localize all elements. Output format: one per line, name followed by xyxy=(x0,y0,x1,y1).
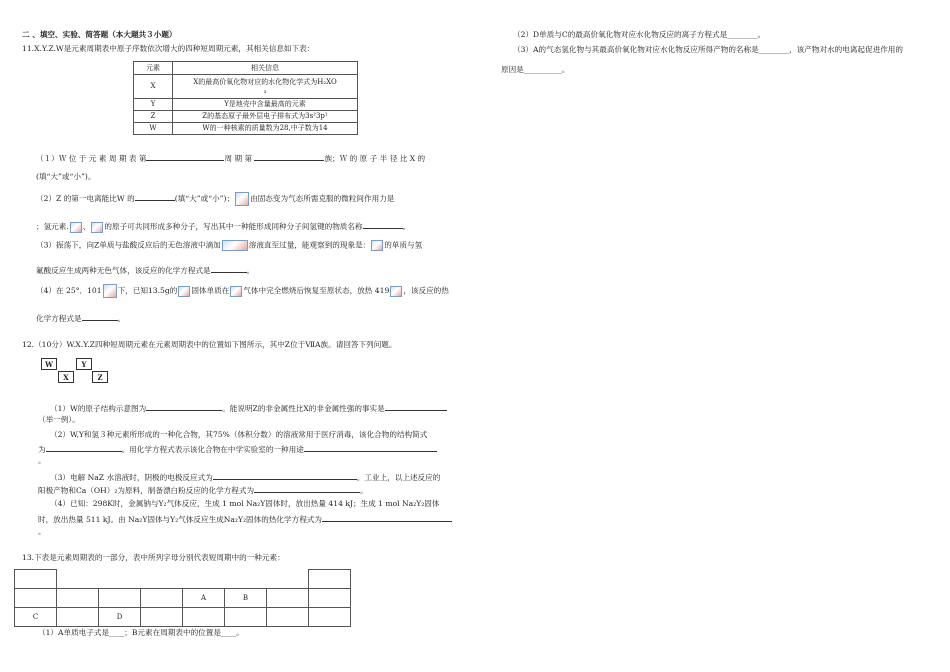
right-part3-line1: （3）A的气态氢化物与其最高价氧化物对应水化物反应所得产物的名称是________，该产物对水的电离起促进作用的 xyxy=(513,45,903,54)
table-header-info: 相关信息 xyxy=(173,62,358,75)
table-cell xyxy=(309,570,351,589)
q12-p2c: 。用化学方程式表示该化合物在中学实验室的一种用途 xyxy=(121,445,304,454)
q11-p4f: 化学方程式是 xyxy=(36,314,82,323)
table-cell-info-text: X的最高价氧化物对应的水化物化学式为H₂XO xyxy=(193,77,337,86)
right-part2: （2）D单质与C的最高价氧化物对应水化物反应的离子方程式是________。 xyxy=(513,30,766,39)
q11-intro: 11.X.Y.Z.W是元素周期表中原子序数依次增大的四种短周期元素，其相关信息如下表： xyxy=(22,44,315,53)
formula-image-icon xyxy=(230,286,242,297)
answer-blank[interactable] xyxy=(135,192,175,201)
q11-p4e: ，该反应的热 xyxy=(403,286,449,295)
q13-part1: （1）A单质电子式是____；B元素在周期表中的位置是____。 xyxy=(38,628,244,637)
table-cell xyxy=(309,589,351,608)
q12-p1c: （举一例）。 xyxy=(38,415,80,424)
table-cell-info: Z的基态原子最外层电子排布式为3s²3p¹ xyxy=(173,111,358,123)
table-row xyxy=(134,99,358,111)
table-cell xyxy=(267,570,309,589)
table-row xyxy=(134,111,358,123)
table-cell-info-sub: ₃ xyxy=(263,86,267,95)
q11-p1c: 族；Ｗ 的 原 子 半 径 比 X 的 xyxy=(324,154,426,163)
table-cell xyxy=(141,589,183,608)
q11-p4c: 固体单质在 xyxy=(191,286,230,295)
q11-p2c: 由固态变为气态所需克服的微粒间作用力是 xyxy=(250,194,395,203)
answer-blank[interactable] xyxy=(146,152,224,161)
table-cell xyxy=(99,570,141,589)
element-box-w: W xyxy=(41,358,57,370)
q12-p4c: 。 xyxy=(38,527,46,536)
q11-p1b: 周 期 第 xyxy=(224,154,253,163)
q11-p4d: 气体中完全燃烧后恢复至原状态，放热 419 xyxy=(243,286,390,295)
q12-p3d: 。 xyxy=(360,486,368,495)
q12-p4a: （4）已知：298K时，金属钠与Y₂气体反应，生成 1 mol Na₂Y固体时，放出热量 414 kJ；生成 1 mol Na₂Y₂固体 xyxy=(50,499,440,508)
q11-p3b: 溶液直至过量，能观察到的现象是： xyxy=(248,240,371,250)
formula-image-icon xyxy=(178,286,190,297)
table-cell-b: B xyxy=(225,589,267,608)
table-cell-info: Y是地壳中含量最高的元素 xyxy=(173,99,358,111)
q11-p2e: 、 xyxy=(82,222,91,231)
q12-part3-line1 xyxy=(50,471,440,482)
formula-image-icon xyxy=(70,222,82,233)
table-cell xyxy=(99,589,141,608)
formula-image-icon xyxy=(222,240,248,251)
q12-p1b: 。能说明Z的非金属性比X的非金属性强的事实是 xyxy=(222,404,385,413)
q11-p1d: (填“大”或“小”)。 xyxy=(36,172,96,181)
answer-blank[interactable] xyxy=(385,402,447,411)
q13-periodic-table xyxy=(14,569,351,627)
q11-part4-line2 xyxy=(36,312,125,323)
q13-intro: 13.下表是元素周期表的一部分，表中所列字母分别代表短周期中的一种元素： xyxy=(22,553,285,562)
q11-p2a: （2）Z 的第一电离能比W 的 xyxy=(36,194,135,203)
formula-image-icon xyxy=(371,240,383,251)
answer-blank[interactable] xyxy=(254,484,360,493)
q11-p2g: 。 xyxy=(402,222,411,231)
q12-p3c: 阳极产物和Ca（OH）₂为原料，制备漂白粉反应的化学方程式为 xyxy=(38,486,255,495)
q12-p2d: 。 xyxy=(38,456,46,465)
q12-part1-line1 xyxy=(50,402,447,413)
q11-p1a: （１）Ｗ 位 于 元 素 周 期 表 第 xyxy=(36,154,147,163)
q12-p1a: （1）W的原子结构示意图为 xyxy=(50,404,147,413)
table-cell-info xyxy=(173,75,358,99)
table-cell xyxy=(225,570,267,589)
table-row xyxy=(15,608,351,627)
q12-part4-line2 xyxy=(38,513,452,524)
q11-part3-line2 xyxy=(36,264,254,275)
q11-part1-line1 xyxy=(36,152,425,163)
table-row xyxy=(15,570,351,589)
table-cell xyxy=(57,608,99,627)
table-header-element: 元素 xyxy=(134,62,173,75)
formula-image-icon xyxy=(235,192,249,206)
q11-p4b: 下，已知13.5g的 xyxy=(117,286,178,295)
q11-p3c: 的单质与氢 xyxy=(384,240,423,250)
q11-p2b: (填“大”或“小”)； xyxy=(174,194,235,203)
q11-p4g: 。 xyxy=(117,314,126,323)
q12-p2a: （2）W,Y和氢３种元素所形成的一种化合物，其75%（体积分数）的溶液常用于医疗消毒，该化合物的结构简式 xyxy=(50,430,428,439)
q11-part2-line1 xyxy=(36,192,394,206)
answer-blank[interactable] xyxy=(363,220,403,229)
element-box-z: Z xyxy=(92,371,108,383)
q11-element-table xyxy=(133,61,358,135)
table-cell-c: C xyxy=(15,608,57,627)
answer-blank[interactable] xyxy=(322,513,452,522)
right-part3-line2: 原因是__________。 xyxy=(501,65,570,74)
table-cell xyxy=(15,570,57,589)
table-cell-element: Y xyxy=(134,99,173,111)
q11-p2f: 的原子可共同形成多种分子，写出其中一种能形成同种分子间氢键的物质名称 xyxy=(104,222,363,231)
table-cell xyxy=(57,589,99,608)
q11-p3a: （3）振荡下，向Z单质与盐酸反应后的无色溶液中滴加 xyxy=(36,240,221,250)
table-row xyxy=(15,589,351,608)
q11-part2-line2 xyxy=(36,220,410,233)
table-row xyxy=(134,75,358,99)
q11-p3e: 。 xyxy=(246,266,255,275)
q11-part3-line1 xyxy=(36,240,422,251)
q12-p4b: 时，放出热量 511 kJ。由 Na₂Y固体与Y₂气体反应生成Na₂Y₂固体的热化学方程式为 xyxy=(38,515,322,524)
table-cell-element: X xyxy=(134,75,173,99)
formula-image-icon xyxy=(390,286,402,297)
answer-blank[interactable] xyxy=(213,471,357,480)
element-box-y: Y xyxy=(76,358,92,370)
q11-p3d: 氟酸反应生成两种无色气体，该反应的化学方程式是 xyxy=(36,266,211,275)
table-cell-a: A xyxy=(183,589,225,608)
q11-p4a: （4）在 25°．101 xyxy=(36,286,102,295)
table-cell xyxy=(267,589,309,608)
table-cell xyxy=(183,570,225,589)
table-cell xyxy=(225,608,267,627)
table-cell-d: D xyxy=(99,608,141,627)
answer-blank[interactable] xyxy=(82,312,118,321)
formula-image-icon xyxy=(91,222,103,233)
table-cell xyxy=(183,608,225,627)
q12-p3a: （3）电解 NaZ 水溶液时，阴极的电极反应式为 xyxy=(50,473,213,482)
table-row xyxy=(134,123,358,135)
answer-blank[interactable] xyxy=(211,264,247,273)
section-heading: 二 、填空、实验、简答题（本大题共３小题） xyxy=(22,30,177,39)
q12-p2b: 为 xyxy=(38,445,46,454)
q11-p2d: ；氢元素. xyxy=(36,222,69,231)
answer-blank[interactable] xyxy=(254,152,324,161)
table-cell xyxy=(57,570,99,589)
answer-blank[interactable] xyxy=(146,402,222,411)
q12-intro: 12.（10分）W.X.Y.Z四种短周期元素在元素周期表中的位置如下图所示，其中Z位于ⅦA族。请回答下列问题。 xyxy=(22,340,397,349)
table-cell-info: W的一种核素的质量数为28,中子数为14 xyxy=(173,123,358,135)
table-cell-element: Z xyxy=(134,111,173,123)
table-cell xyxy=(267,608,309,627)
q12-part2-line2 xyxy=(38,443,437,454)
answer-blank[interactable] xyxy=(304,443,437,452)
q11-part4-line1 xyxy=(36,284,449,298)
element-box-x: X xyxy=(58,371,74,383)
table-cell-element: W xyxy=(134,123,173,135)
table-cell xyxy=(141,608,183,627)
table-cell xyxy=(141,570,183,589)
answer-blank[interactable] xyxy=(46,443,122,452)
formula-image-icon xyxy=(103,284,117,298)
q12-part3-line2 xyxy=(38,484,368,495)
table-cell xyxy=(309,608,351,627)
q12-p3b: 。工业上，以上述反应的 xyxy=(356,473,441,482)
table-cell xyxy=(15,589,57,608)
